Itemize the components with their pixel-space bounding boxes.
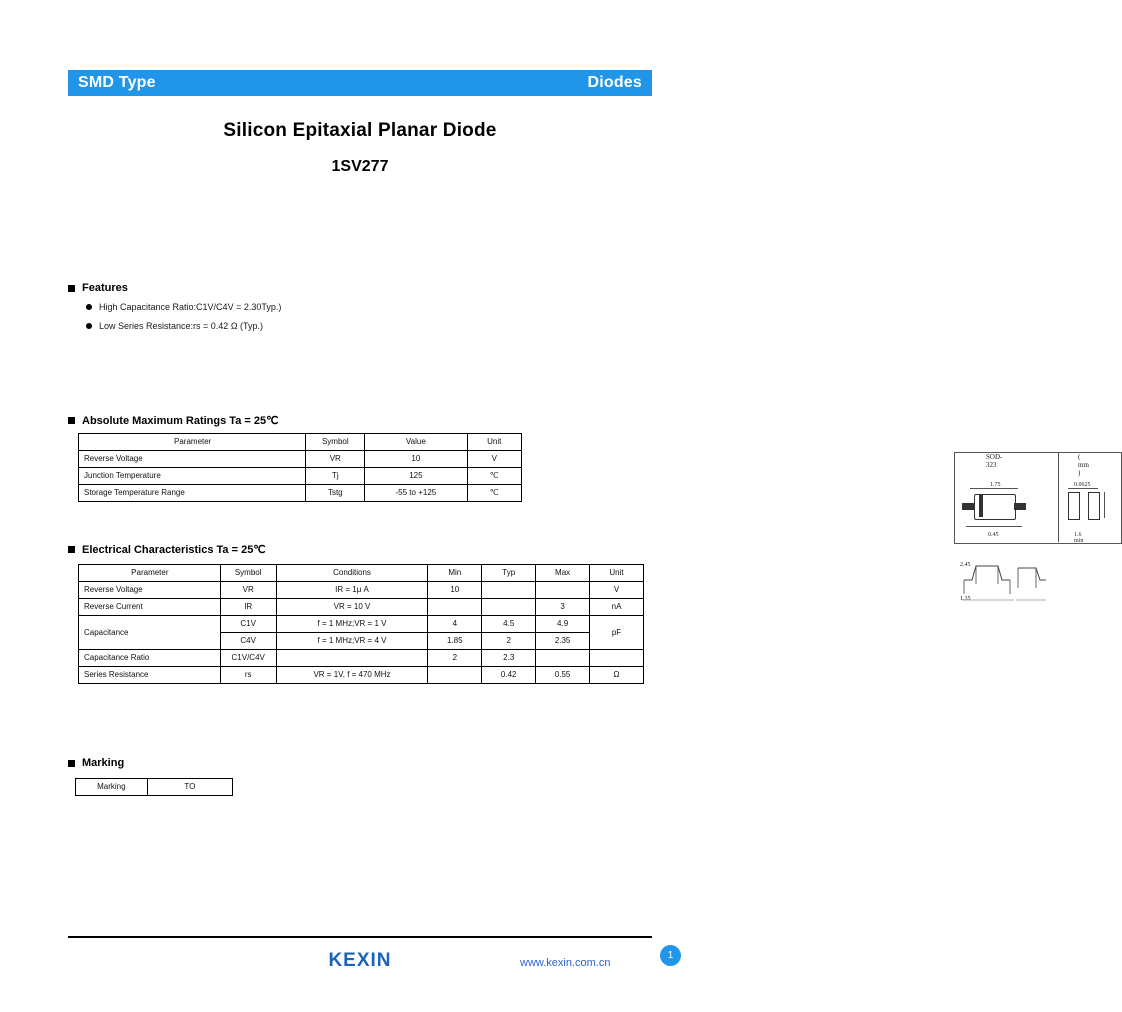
feature-item (86, 302, 281, 312)
column-header-typ: Typ (482, 565, 536, 582)
dot-bullet-icon (86, 304, 92, 310)
cell-unit: V (467, 451, 521, 468)
cell-parameter: Reverse Current (79, 599, 221, 616)
cell-symbol: Tstg (306, 485, 365, 502)
dimension-line-pad-top (1068, 488, 1098, 489)
website-link[interactable]: www.kexin.com.cn (520, 957, 611, 969)
cell-symbol: VR (306, 451, 365, 468)
cell-unit: ℃ (467, 468, 521, 485)
header-right-label: Diodes (587, 74, 642, 91)
dot-bullet-icon (86, 323, 92, 329)
table-header-row (79, 434, 522, 451)
marking-heading-label: Marking (82, 757, 125, 769)
electrical-characteristics-table (78, 564, 644, 684)
cell-unit: nA (590, 599, 644, 616)
land-pattern-pad-right (1088, 492, 1100, 520)
lead-left-shape (962, 503, 974, 510)
page-title: Silicon Epitaxial Planar Diode (223, 120, 497, 141)
column-header-conditions: Conditions (276, 565, 428, 582)
cell-typ: 2.3 (482, 650, 536, 667)
package-dimension-f: 1.35 (960, 596, 971, 602)
cell-conditions: IR = 1μ A (276, 582, 428, 599)
feature-item-label: Low Series Resistance:rs = 0.42 Ω (Typ.) (99, 321, 264, 331)
header-left-label: SMD Type (78, 74, 156, 91)
cell-unit (590, 650, 644, 667)
marking-table (75, 778, 233, 796)
column-header-unit: Unit (590, 565, 644, 582)
column-header-parameter: Parameter (79, 565, 221, 582)
cell-symbol: Tj (306, 468, 365, 485)
package-dimension-b: 0.45 (988, 532, 999, 538)
cell-unit: pF (590, 616, 644, 650)
cell-conditions: VR = 1V, f = 470 MHz (276, 667, 428, 684)
table-row (79, 468, 522, 485)
cell-min: 10 (428, 582, 482, 599)
cell-max: 0.55 (536, 667, 590, 684)
cell-max (536, 650, 590, 667)
cell-conditions: VR = 10 V (276, 599, 428, 616)
cell-max: 3 (536, 599, 590, 616)
package-frame-divider (1058, 452, 1059, 542)
column-header-value: Value (365, 434, 467, 451)
cell-symbol: VR (220, 582, 276, 599)
table-row (79, 667, 644, 684)
cell-parameter: Capacitance (79, 616, 221, 650)
cell-typ: 2 (482, 633, 536, 650)
cell-symbol: C1V/C4V (220, 650, 276, 667)
cell-min (428, 599, 482, 616)
marking-heading (68, 757, 124, 769)
cell-parameter: Storage Temperature Range (79, 485, 306, 502)
cell-parameter: Junction Temperature (79, 468, 306, 485)
column-header-max: Max (536, 565, 590, 582)
cell-max: 4.9 (536, 616, 590, 633)
table-header-row (79, 565, 644, 582)
cell-conditions: f = 1 MHz;VR = 1 V (276, 616, 428, 633)
land-pattern-pad-left (1068, 492, 1080, 520)
cell-unit: Ω (590, 667, 644, 684)
table-row (79, 650, 644, 667)
cell-unit: V (590, 582, 644, 599)
column-header-min: Min (428, 565, 482, 582)
cell-symbol: IR (220, 599, 276, 616)
package-name-label: SOD-323 (986, 453, 1003, 469)
dimension-line-top (970, 488, 1018, 489)
square-bullet-icon (68, 417, 75, 424)
cell-min: 4 (428, 616, 482, 633)
cell-max: 2.35 (536, 633, 590, 650)
package-dimension-a: 1.75 (990, 482, 1001, 488)
cell-typ (482, 599, 536, 616)
cell-symbol: C4V (220, 633, 276, 650)
table-row (79, 451, 522, 468)
absolute-max-table (78, 433, 522, 502)
cell-symbol: rs (220, 667, 276, 684)
cell-parameter: Capacitance Ratio (79, 650, 221, 667)
cell-value: 125 (365, 468, 467, 485)
lead-right-shape (1014, 503, 1026, 510)
part-number: 1SV277 (331, 158, 389, 175)
square-bullet-icon (68, 546, 75, 553)
absolute-max-heading (68, 414, 278, 427)
page-number-badge: 1 (660, 945, 681, 966)
package-unit-label: ( mm ) (1078, 453, 1089, 477)
cell-unit: ℃ (467, 485, 521, 502)
table-row (76, 779, 233, 796)
table-row (79, 599, 644, 616)
feature-item (86, 321, 263, 331)
cell-typ: 4.5 (482, 616, 536, 633)
footer-divider (68, 936, 652, 938)
cell-conditions: f = 1 MHz;VR = 4 V (276, 633, 428, 650)
cell-typ: 0.42 (482, 667, 536, 684)
cell-value: 10 (365, 451, 467, 468)
company-logo: KEXIN (328, 950, 392, 971)
features-heading (68, 282, 128, 294)
cell-parameter: Reverse Voltage (79, 451, 306, 468)
column-header-symbol: Symbol (306, 434, 365, 451)
column-header-symbol: Symbol (220, 565, 276, 582)
feature-item-label: High Capacitance Ratio:C1V/C4V = 2.30Typ.) (99, 302, 282, 312)
square-bullet-icon (68, 760, 75, 767)
electrical-heading (68, 543, 266, 556)
cell-parameter: Series Resistance (79, 667, 221, 684)
features-heading-label: Features (82, 282, 128, 294)
cathode-band-shape (979, 495, 983, 517)
package-dimension-c: 0.0625 (1074, 482, 1091, 488)
square-bullet-icon (68, 285, 75, 292)
cell-min (428, 667, 482, 684)
cell-conditions (276, 650, 428, 667)
dimension-line-pad-side (1104, 492, 1105, 518)
cell-parameter: Reverse Voltage (79, 582, 221, 599)
cell-min: 1.85 (428, 633, 482, 650)
cell-min: 2 (428, 650, 482, 667)
column-header-parameter: Parameter (79, 434, 306, 451)
cell-marking-label: Marking (76, 779, 148, 796)
package-side-view-drawing (958, 554, 1048, 610)
table-row (79, 582, 644, 599)
package-dimension-d: 1.6 min (1074, 532, 1084, 544)
electrical-heading-label: Electrical Characteristics Ta = 25℃ (82, 544, 266, 556)
cell-typ (482, 582, 536, 599)
table-row (79, 616, 644, 633)
header-bar (68, 70, 652, 96)
cell-max (536, 582, 590, 599)
dimension-line-bottom (966, 526, 1022, 527)
cell-value: -55 to +125 (365, 485, 467, 502)
column-header-unit: Unit (467, 434, 521, 451)
table-row (79, 485, 522, 502)
package-dimension-e: 2.45 (960, 562, 971, 568)
absolute-max-heading-label: Absolute Maximum Ratings Ta = 25℃ (82, 415, 279, 427)
cell-marking-value: TO (147, 779, 232, 796)
cell-symbol: C1V (220, 616, 276, 633)
